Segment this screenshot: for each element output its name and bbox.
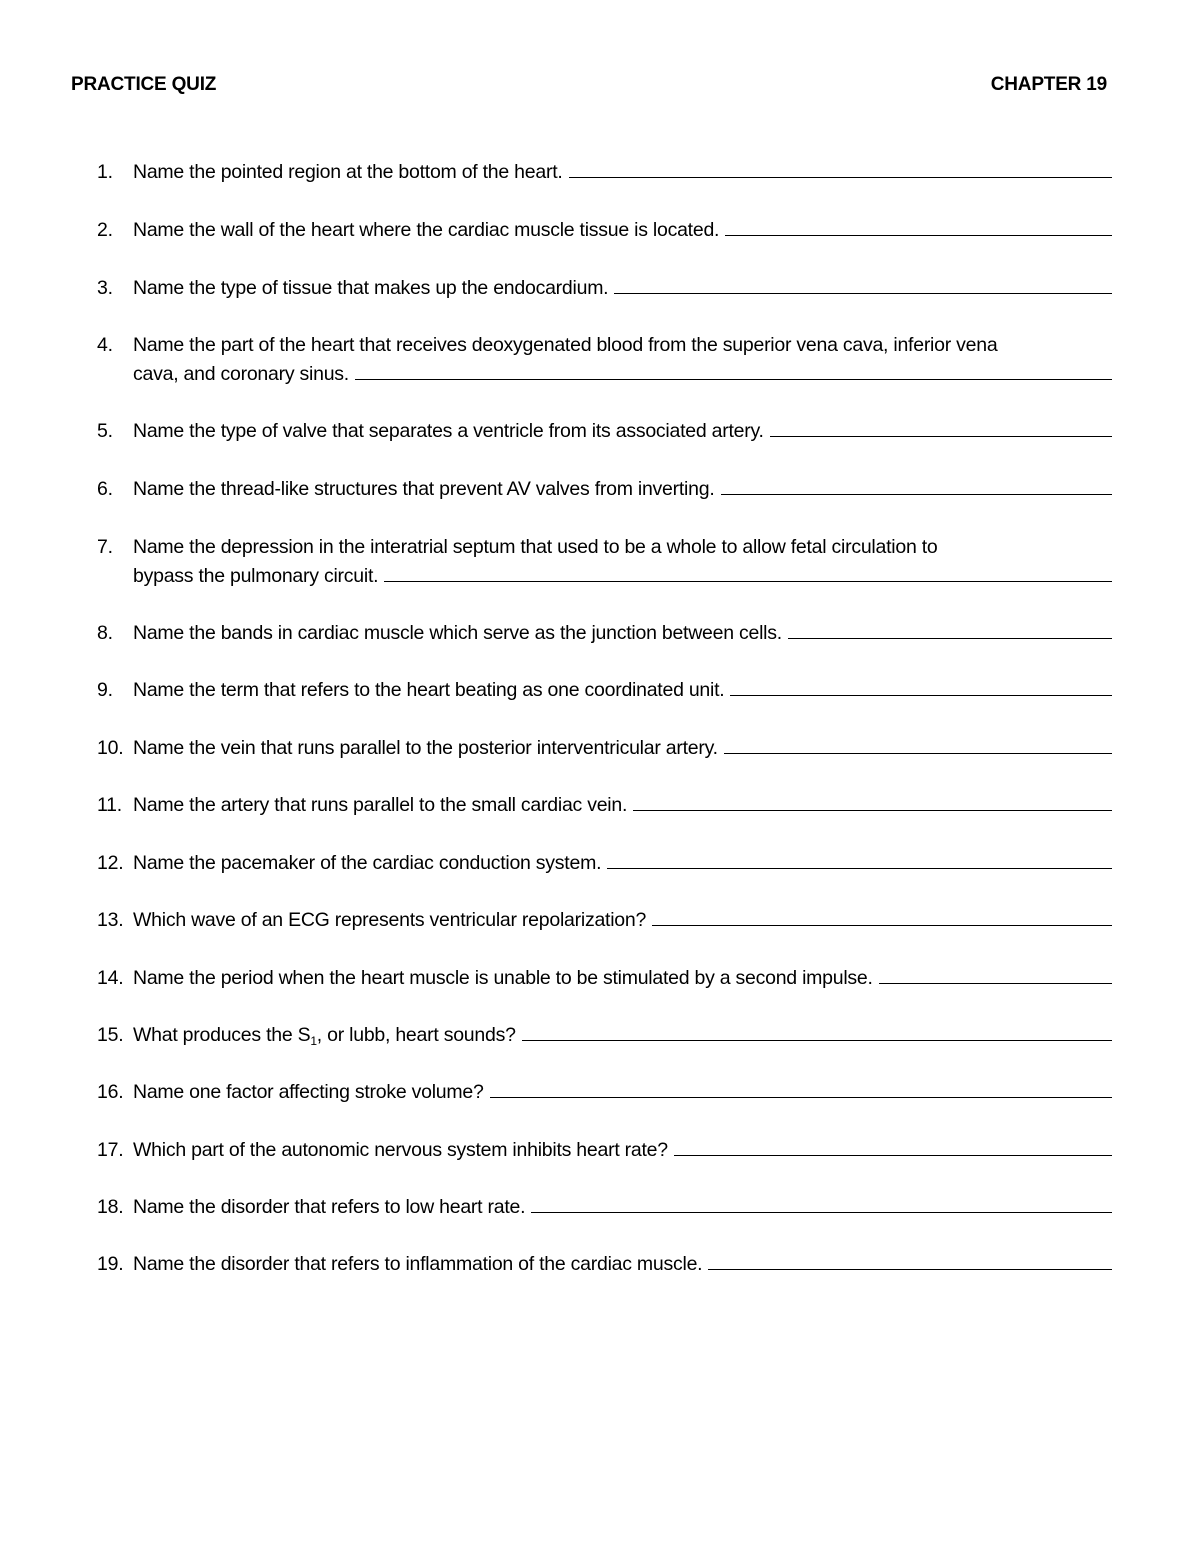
question-text: Name the type of tissue that makes up the endocardium. [133, 277, 609, 299]
answer-blank[interactable] [674, 1137, 1112, 1156]
answer-blank[interactable] [633, 792, 1112, 811]
question-text: Which part of the autonomic nervous system inhibits heart rate? [133, 1139, 668, 1161]
subscript: 1 [310, 1034, 317, 1048]
question-number: 2. [97, 219, 113, 241]
answer-blank[interactable] [879, 965, 1112, 984]
question-text: Name the pointed region at the bottom of the heart. [133, 161, 563, 183]
question-15 [97, 1021, 1129, 1052]
question-3 [97, 274, 1129, 303]
answer-blank[interactable] [725, 217, 1112, 236]
question-text: Name the pacemaker of the cardiac conduction system. [133, 852, 602, 874]
question-text: Name the type of valve that separates a ventricle from its associated artery. [133, 420, 764, 442]
question-text: Name the bands in cardiac muscle which serve as the junction between cells. [133, 622, 782, 644]
question-text-line-1: Name the part of the heart that receives deoxygenated blood from the superior vena cava, inferior vena [133, 334, 998, 356]
question-1 [97, 158, 1129, 187]
question-text-line-2: cava, and coronary sinus. [133, 363, 349, 385]
question-2 [97, 216, 1129, 245]
question-text: Which wave of an ECG represents ventricular repolarization? [133, 909, 647, 931]
answer-blank[interactable] [721, 476, 1113, 495]
question-number: 7. [97, 536, 113, 558]
question-text-suffix: , or lubb, heart sounds? [316, 1024, 516, 1046]
answer-blank[interactable] [522, 1022, 1112, 1041]
quiz-title: PRACTICE QUIZ [71, 74, 217, 95]
question-number: 3. [97, 277, 113, 299]
question-number: 4. [97, 334, 113, 356]
answer-blank[interactable] [652, 907, 1112, 926]
question-number: 10. [97, 737, 124, 759]
question-text: Name the period when the heart muscle is unable to be stimulated by a second impulse. [133, 967, 873, 989]
answer-blank[interactable] [770, 418, 1112, 437]
question-number: 1. [97, 161, 113, 183]
question-number: 15. [97, 1024, 124, 1046]
question-5 [97, 417, 1129, 446]
answer-blank[interactable] [355, 361, 1112, 380]
question-text: Name the term that refers to the heart beating as one coordinated unit. [133, 679, 725, 701]
question-text: Name one factor affecting stroke volume? [133, 1081, 484, 1103]
question-11 [97, 791, 1129, 820]
question-text: Name the disorder that refers to inflammation of the cardiac muscle. [133, 1253, 703, 1275]
question-number: 18. [97, 1196, 124, 1218]
question-text: Name the disorder that refers to low heart rate. [133, 1196, 526, 1218]
question-number: 9. [97, 679, 113, 701]
question-number: 16. [97, 1081, 124, 1103]
question-text: Name the vein that runs parallel to the posterior interventricular artery. [133, 737, 718, 759]
question-number: 14. [97, 967, 124, 989]
question-number: 8. [97, 622, 113, 644]
question-number: 11. [97, 794, 122, 816]
question-text-line-1: Name the depression in the interatrial septum that used to be a whole to allow fetal circulation to [133, 536, 938, 558]
chapter-label: CHAPTER 19 [990, 74, 1107, 95]
question-19 [97, 1250, 1129, 1279]
answer-blank[interactable] [607, 850, 1112, 869]
question-number: 17. [97, 1139, 124, 1161]
question-8 [97, 619, 1129, 648]
answer-blank[interactable] [614, 275, 1112, 294]
question-number: 12. [97, 852, 124, 874]
question-6 [97, 475, 1129, 504]
answer-blank[interactable] [724, 735, 1112, 754]
answer-blank[interactable] [490, 1079, 1112, 1098]
question-text-line-2: bypass the pulmonary circuit. [133, 565, 379, 587]
question-number: 19. [97, 1253, 124, 1275]
answer-blank[interactable] [730, 677, 1112, 696]
answer-blank[interactable] [708, 1251, 1112, 1270]
question-14 [97, 964, 1129, 993]
question-text-prefix: What produces the S [133, 1024, 311, 1046]
question-16 [97, 1078, 1129, 1107]
answer-blank[interactable] [531, 1194, 1112, 1213]
question-7 [97, 533, 1129, 591]
question-10 [97, 734, 1129, 763]
question-text: Name the wall of the heart where the cardiac muscle tissue is located. [133, 219, 720, 241]
question-number: 13. [97, 909, 124, 931]
question-number: 5. [97, 420, 113, 442]
question-17 [97, 1136, 1129, 1165]
question-13 [97, 906, 1129, 935]
question-9 [97, 676, 1129, 705]
question-number: 6. [97, 478, 113, 500]
question-text: Name the thread-like structures that prevent AV valves from inverting. [133, 478, 715, 500]
answer-blank[interactable] [788, 620, 1112, 639]
question-18 [97, 1193, 1129, 1222]
question-12 [97, 849, 1129, 878]
question-text: Name the artery that runs parallel to the small cardiac vein. [133, 794, 628, 816]
answer-blank[interactable] [384, 563, 1112, 582]
answer-blank[interactable] [569, 159, 1112, 178]
question-4 [97, 331, 1129, 389]
